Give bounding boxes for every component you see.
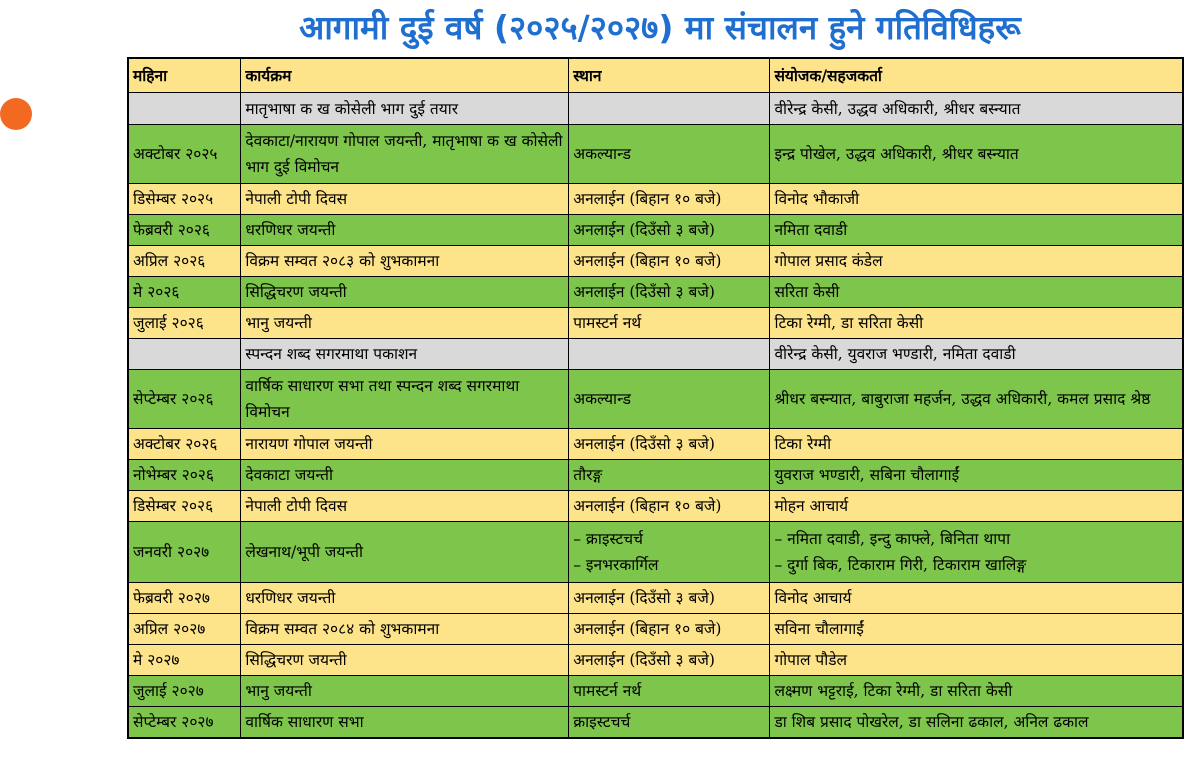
table-row <box>128 522 1183 583</box>
cell-program: सिद्धिचरण जयन्ती <box>241 277 569 308</box>
table-row <box>128 93 1183 125</box>
cell-month: जनवरी २०२७ <box>128 522 241 583</box>
table-row <box>128 460 1183 491</box>
cell-coordinator: मोहन आचार्य <box>770 491 1183 522</box>
cell-program: वार्षिक साधारण सभा <box>241 707 569 738</box>
table-row <box>128 246 1183 277</box>
header-place: स्थान <box>569 58 770 93</box>
cell-month: सेप्टेम्बर २०२६ <box>128 370 241 429</box>
cell-place: तौरङ्ग <box>569 460 770 491</box>
cell-coordinator: सरिता केसी <box>770 277 1183 308</box>
cell-place: अनलाईन (बिहान १० बजे) <box>569 246 770 277</box>
cell-coordinator: गोपाल पौडेल <box>770 645 1183 676</box>
table-row <box>128 277 1183 308</box>
table-row <box>128 339 1183 370</box>
cell-coordinator: गोपाल प्रसाद कंडेल <box>770 246 1183 277</box>
cell-program: सिद्धिचरण जयन्ती <box>241 645 569 676</box>
cell-place: अनलाईन (दिउँसो ३ बजे) <box>569 429 770 460</box>
cell-coordinator: श्रीधर बस्न्यात, बाबुराजा महर्जन, उद्धव अधिकारी, कमल प्रसाद श्रेष्ठ <box>770 370 1183 429</box>
cell-program: विक्रम सम्वत २०८३ को शुभकामना <box>241 246 569 277</box>
cell-place: अनलाईन (दिउँसो ३ बजे) <box>569 583 770 614</box>
cell-program: नेपाली टोपी दिवस <box>241 184 569 215</box>
cell-coordinator <box>770 522 1183 583</box>
table-row <box>128 614 1183 645</box>
cell-coordinator: टिका रेग्मी, डा सरिता केसी <box>770 308 1183 339</box>
cell-place: अनलाईन (दिउँसो ३ बजे) <box>569 277 770 308</box>
cell-coordinator: वीरेन्द्र केसी, उद्धव अधिकारी, श्रीधर बस्न्यात <box>770 93 1183 125</box>
cell-month: अप्रिल २०२७ <box>128 614 241 645</box>
header-coordinator: संयोजक/सहजकर्ता <box>770 58 1183 93</box>
cell-month: फेब्रवरी २०२६ <box>128 215 241 246</box>
cell-program: विक्रम सम्वत २०८४ को शुभकामना <box>241 614 569 645</box>
cell-month: अक्टोबर २०२६ <box>128 429 241 460</box>
header-program: कार्यक्रम <box>241 58 569 93</box>
cell-place: अनलाईन (दिउँसो ३ बजे) <box>569 645 770 676</box>
cell-program: नेपाली टोपी दिवस <box>241 491 569 522</box>
cell-place: अकल्यान्ड <box>569 125 770 184</box>
table-row <box>128 707 1183 738</box>
cell-month: नोभेम्बर २०२६ <box>128 460 241 491</box>
cell-place: पामस्टर्न नर्थ <box>569 308 770 339</box>
cell-place <box>569 93 770 125</box>
header-row <box>128 58 1183 93</box>
cell-program: देवकाटा/नारायण गोपाल जयन्ती, मातृभाषा क ख कोसेली भाग दुई विमोचन <box>241 125 569 184</box>
cell-coordinator: विनोद भौकाजी <box>770 184 1183 215</box>
table-row <box>128 125 1183 184</box>
table-row <box>128 184 1183 215</box>
page-title: आगामी दुई वर्ष (२०२५/२०२७) मा संचालन हुने गतिविधिहरू <box>299 8 1021 47</box>
header-month: महिना <box>128 58 241 93</box>
cell-coordinator: सविना चौलागाईं <box>770 614 1183 645</box>
cell-month: डिसेम्बर २०२६ <box>128 491 241 522</box>
cell-place: अनलाईन (बिहान १० बजे) <box>569 184 770 215</box>
table-row <box>128 308 1183 339</box>
cell-program: धरणिधर जयन्ती <box>241 215 569 246</box>
cell-program: देवकाटा जयन्ती <box>241 460 569 491</box>
place-line: – क्राइस्टचर्च <box>573 530 643 548</box>
coordinator-line: – नमिता दवाडी, इन्दु काफ्ले, बिनिता थापा <box>774 530 1011 548</box>
cell-month: जुलाई २०२६ <box>128 308 241 339</box>
cell-coordinator: टिका रेग्मी <box>770 429 1183 460</box>
cell-coordinator: विनोद आचार्य <box>770 583 1183 614</box>
cell-coordinator: नमिता दवाडी <box>770 215 1183 246</box>
cell-program: वार्षिक साधारण सभा तथा स्पन्दन शब्द सगरमाथा विमोचन <box>241 370 569 429</box>
cell-program: भानु जयन्ती <box>241 308 569 339</box>
cell-place: अनलाईन (दिउँसो ३ बजे) <box>569 215 770 246</box>
table-row <box>128 491 1183 522</box>
table-row <box>128 370 1183 429</box>
cell-month: मे २०२६ <box>128 277 241 308</box>
cell-month: मे २०२७ <box>128 645 241 676</box>
cell-program: लेखनाथ/भूपी जयन्ती <box>241 522 569 583</box>
cell-month: अप्रिल २०२६ <box>128 246 241 277</box>
cell-month: सेप्टेम्बर २०२७ <box>128 707 241 738</box>
table-row <box>128 676 1183 707</box>
cell-program: मातृभाषा क ख कोसेली भाग दुई तयार <box>241 93 569 125</box>
schedule-table <box>127 57 1184 739</box>
cell-month: अक्टोबर २०२५ <box>128 125 241 184</box>
cell-program: स्पन्दन शब्द सगरमाथा पकाशन <box>241 339 569 370</box>
cell-place <box>569 522 770 583</box>
cell-coordinator: युवराज भण्डारी, सबिना चौलागाईं <box>770 460 1183 491</box>
cell-program: भानु जयन्ती <box>241 676 569 707</box>
cell-month <box>128 93 241 125</box>
table-row <box>128 645 1183 676</box>
cell-coordinator: लक्ष्मण भट्टराई, टिका रेग्मी, डा सरिता केसी <box>770 676 1183 707</box>
cell-place: पामस्टर्न नर्थ <box>569 676 770 707</box>
table-row <box>128 215 1183 246</box>
cell-month: जुलाई २०२७ <box>128 676 241 707</box>
cell-program: धरणिधर जयन्ती <box>241 583 569 614</box>
cell-place: क्राइस्टचर्च <box>569 707 770 738</box>
cell-month: डिसेम्बर २०२५ <box>128 184 241 215</box>
cell-place <box>569 339 770 370</box>
cell-place: अनलाईन (बिहान १० बजे) <box>569 491 770 522</box>
cell-month <box>128 339 241 370</box>
cell-month: फेब्रवरी २०२७ <box>128 583 241 614</box>
place-line: – इनभरकार्गिल <box>573 556 659 574</box>
cell-place: अकल्यान्ड <box>569 370 770 429</box>
cell-place: अनलाईन (बिहान १० बजे) <box>569 614 770 645</box>
cell-coordinator: इन्द्र पोखेल, उद्धव अधिकारी, श्रीधर बस्न्यात <box>770 125 1183 184</box>
coordinator-line: – दुर्गा बिक, टिकाराम गिरी, टिकाराम खालिङ्ग <box>774 556 1027 574</box>
cell-coordinator: वीरेन्द्र केसी, युवराज भण्डारी, नमिता दवाडी <box>770 339 1183 370</box>
bullet-dot <box>0 98 32 130</box>
table-row <box>128 429 1183 460</box>
cell-program: नारायण गोपाल जयन्ती <box>241 429 569 460</box>
cell-coordinator: डा शिब प्रसाद पोखरेल, डा सलिना ढकाल, अनिल ढकाल <box>770 707 1183 738</box>
table-row <box>128 583 1183 614</box>
